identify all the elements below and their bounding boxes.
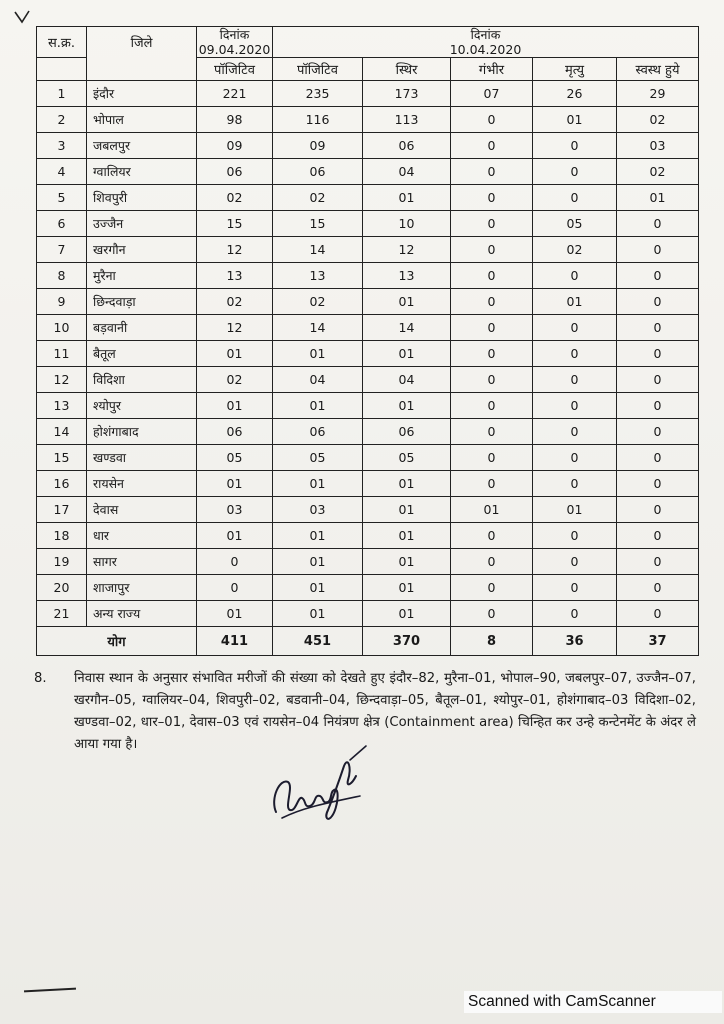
positive-2-cell: 03 [273,497,363,523]
serious-cell: 0 [451,237,533,263]
recovered-cell: 0 [617,315,699,341]
positive-2-cell: 04 [273,367,363,393]
positive-1-cell: 02 [197,367,273,393]
positive-1-cell: 03 [197,497,273,523]
positive-1-cell: 0 [197,575,273,601]
serial-cell: 6 [37,211,87,237]
note-text: निवास स्थान के अनुसार संभावित मरीजों की संख्या को देखते हुए इंदौर–82, मुरैना–01, भोपाल–90, जबलपुर–07, उज्जैन–07, खरगौन–05, ग्वालियर–04, शिवपुरी–02, बडवानी–04, छिन्दवाड़ा–05, बैतूल–01, श्योपुर–01, होशंगाबाद–03 विदिशा–02, खण्डवा–02, धार–01, देवास–03 एवं रायसेन–04 नियंत्रण क्षेत्र (Containment area) चिन्हित कर उन्हे कन्टेनमेंट के अंदर ले आया गया है। [74,671,696,752]
header-recovered: स्वस्थ हुये [617,58,699,81]
positive-2-cell: 01 [273,575,363,601]
header-date-value-2: 10.04.2020 [449,42,522,57]
recovered-cell: 0 [617,237,699,263]
district-cell: सागर [87,549,197,575]
positive-2-cell: 14 [273,315,363,341]
table-row [37,211,699,237]
serious-cell: 0 [451,367,533,393]
death-cell: 01 [533,289,617,315]
positive-2-cell: 116 [273,107,363,133]
header-serial-blank [37,58,87,81]
serious-cell: 0 [451,575,533,601]
serious-cell: 0 [451,211,533,237]
stable-cell: 01 [363,549,451,575]
serious-cell: 0 [451,133,533,159]
death-cell: 0 [533,549,617,575]
stable-cell: 01 [363,575,451,601]
handwritten-signature-icon [262,738,372,828]
table-row [37,107,699,133]
death-cell: 0 [533,445,617,471]
serious-cell: 0 [451,471,533,497]
serious-cell: 0 [451,159,533,185]
stable-cell: 06 [363,419,451,445]
total-label: योग [37,627,197,656]
district-cell: खण्डवा [87,445,197,471]
district-cell: उज्जैन [87,211,197,237]
death-cell: 0 [533,159,617,185]
header-stable: स्थिर [363,58,451,81]
recovered-cell: 0 [617,393,699,419]
positive-2-cell: 09 [273,133,363,159]
recovered-cell: 02 [617,159,699,185]
positive-2-cell: 01 [273,341,363,367]
stable-cell: 01 [363,185,451,211]
death-cell: 01 [533,107,617,133]
positive-1-cell: 12 [197,315,273,341]
positive-1-cell: 06 [197,419,273,445]
recovered-cell: 0 [617,419,699,445]
header-serious: गंभीर [451,58,533,81]
recovered-cell: 29 [617,81,699,107]
serious-cell: 0 [451,419,533,445]
total-row [37,627,699,656]
serial-cell: 3 [37,133,87,159]
recovered-cell: 02 [617,107,699,133]
district-cell: शिवपुरी [87,185,197,211]
stable-cell: 01 [363,523,451,549]
district-cell: छिन्दवाड़ा [87,289,197,315]
recovered-cell: 0 [617,601,699,627]
stable-cell: 01 [363,289,451,315]
serious-cell: 0 [451,523,533,549]
death-cell: 0 [533,523,617,549]
positive-2-cell: 01 [273,523,363,549]
death-cell: 0 [533,471,617,497]
serious-cell: 0 [451,549,533,575]
table-row [37,575,699,601]
table-row [37,523,699,549]
serial-cell: 9 [37,289,87,315]
table-body [37,81,699,627]
death-cell: 0 [533,367,617,393]
positive-1-cell: 02 [197,289,273,315]
total-stable: 370 [363,627,451,656]
positive-2-cell: 14 [273,237,363,263]
stable-cell: 04 [363,159,451,185]
death-cell: 02 [533,237,617,263]
positive-2-cell: 235 [273,81,363,107]
positive-1-cell: 01 [197,471,273,497]
header-positive-1: पॉजिटिव [197,58,273,81]
serial-cell: 16 [37,471,87,497]
death-cell: 0 [533,315,617,341]
table-row [37,81,699,107]
serious-cell: 0 [451,445,533,471]
district-cell: बड़वानी [87,315,197,341]
recovered-cell: 0 [617,211,699,237]
recovered-cell: 0 [617,341,699,367]
positive-2-cell: 01 [273,471,363,497]
table-row [37,549,699,575]
death-cell: 0 [533,133,617,159]
serial-cell: 12 [37,367,87,393]
table-row [37,289,699,315]
recovered-cell: 0 [617,263,699,289]
serial-cell: 21 [37,601,87,627]
stable-cell: 01 [363,393,451,419]
stable-cell: 06 [363,133,451,159]
header-date-value-1: 09.04.2020 [198,42,271,57]
header-date-2 [273,27,699,58]
stable-cell: 14 [363,315,451,341]
table-row [37,341,699,367]
recovered-cell: 0 [617,289,699,315]
recovered-cell: 03 [617,133,699,159]
district-cell: श्योपुर [87,393,197,419]
total-positive-1: 411 [197,627,273,656]
district-cell: देवास [87,497,197,523]
header-serial: स.क्र. [37,27,87,58]
table-row [37,393,699,419]
positive-1-cell: 05 [197,445,273,471]
stable-cell: 01 [363,601,451,627]
serial-cell: 17 [37,497,87,523]
positive-1-cell: 0 [197,549,273,575]
table-row [37,185,699,211]
serial-cell: 20 [37,575,87,601]
positive-1-cell: 02 [197,185,273,211]
serial-cell: 10 [37,315,87,341]
positive-1-cell: 06 [197,159,273,185]
margin-stroke [24,988,76,993]
table-row [37,419,699,445]
district-cell: अन्य राज्य [87,601,197,627]
district-cell: होशंगाबाद [87,419,197,445]
header-date-1 [197,27,273,58]
serial-cell: 14 [37,419,87,445]
death-cell: 26 [533,81,617,107]
stable-cell: 01 [363,471,451,497]
stable-cell: 12 [363,237,451,263]
serial-cell: 18 [37,523,87,549]
positive-2-cell: 02 [273,185,363,211]
death-cell: 0 [533,419,617,445]
recovered-cell: 0 [617,575,699,601]
positive-2-cell: 05 [273,445,363,471]
stable-cell: 01 [363,341,451,367]
serial-cell: 8 [37,263,87,289]
positive-1-cell: 15 [197,211,273,237]
serial-cell: 7 [37,237,87,263]
header-positive-2: पॉजिटिव [273,58,363,81]
table-row [37,497,699,523]
death-cell: 0 [533,185,617,211]
district-cell: धार [87,523,197,549]
serious-cell: 0 [451,341,533,367]
district-cell: मुरैना [87,263,197,289]
death-cell: 0 [533,601,617,627]
death-cell: 0 [533,263,617,289]
district-cell: रायसेन [87,471,197,497]
total-positive-2: 451 [273,627,363,656]
serious-cell: 01 [451,497,533,523]
district-cell: बैतूल [87,341,197,367]
positive-1-cell: 13 [197,263,273,289]
district-cell: विदिशा [87,367,197,393]
table-row [37,471,699,497]
serious-cell: 0 [451,393,533,419]
positive-2-cell: 15 [273,211,363,237]
serious-cell: 0 [451,601,533,627]
serial-cell: 2 [37,107,87,133]
positive-1-cell: 01 [197,393,273,419]
recovered-cell: 0 [617,497,699,523]
total-death: 36 [533,627,617,656]
note-number: 8. [34,671,47,686]
serious-cell: 0 [451,263,533,289]
recovered-cell: 0 [617,445,699,471]
table-row [37,445,699,471]
positive-1-cell: 09 [197,133,273,159]
recovered-cell: 0 [617,523,699,549]
serial-cell: 13 [37,393,87,419]
table-row [37,237,699,263]
death-cell: 05 [533,211,617,237]
stable-cell: 04 [363,367,451,393]
table-row [37,159,699,185]
death-cell: 0 [533,393,617,419]
recovered-cell: 0 [617,367,699,393]
serial-cell: 4 [37,159,87,185]
serious-cell: 0 [451,107,533,133]
serial-cell: 15 [37,445,87,471]
stable-cell: 05 [363,445,451,471]
positive-2-cell: 06 [273,159,363,185]
serial-cell: 19 [37,549,87,575]
stable-cell: 13 [363,263,451,289]
serious-cell: 07 [451,81,533,107]
positive-2-cell: 02 [273,289,363,315]
serious-cell: 0 [451,289,533,315]
serial-cell: 1 [37,81,87,107]
death-cell: 0 [533,341,617,367]
serial-cell: 5 [37,185,87,211]
header-date-label-1: दिनांक [219,27,250,42]
death-cell: 0 [533,575,617,601]
table-row [37,263,699,289]
positive-1-cell: 01 [197,341,273,367]
recovered-cell: 01 [617,185,699,211]
district-cell: शाजापुर [87,575,197,601]
camscanner-watermark: Scanned with CamScanner [464,991,722,1013]
district-cell: ग्वालियर [87,159,197,185]
recovered-cell: 0 [617,471,699,497]
positive-2-cell: 01 [273,393,363,419]
stable-cell: 01 [363,497,451,523]
covid-district-table [36,26,699,656]
positive-2-cell: 13 [273,263,363,289]
positive-1-cell: 12 [197,237,273,263]
stable-cell: 10 [363,211,451,237]
table-row [37,601,699,627]
total-serious: 8 [451,627,533,656]
district-cell: खरगौन [87,237,197,263]
table-row [37,315,699,341]
header-date-label-2: दिनांक [470,27,501,42]
positive-2-cell: 01 [273,601,363,627]
total-recovered: 37 [617,627,699,656]
district-cell: भोपाल [87,107,197,133]
district-cell: जबलपुर [87,133,197,159]
serial-cell: 11 [37,341,87,367]
stable-cell: 113 [363,107,451,133]
table-row [37,367,699,393]
positive-1-cell: 221 [197,81,273,107]
serious-cell: 0 [451,185,533,211]
stable-cell: 173 [363,81,451,107]
positive-1-cell: 01 [197,523,273,549]
recovered-cell: 0 [617,549,699,575]
header-district: जिले [87,27,197,81]
table-row [37,133,699,159]
positive-1-cell: 01 [197,601,273,627]
death-cell: 01 [533,497,617,523]
positive-2-cell: 01 [273,549,363,575]
positive-2-cell: 06 [273,419,363,445]
header-death: मृत्यु [533,58,617,81]
corner-tick-icon [14,10,30,24]
positive-1-cell: 98 [197,107,273,133]
district-cell: इंदौर [87,81,197,107]
serious-cell: 0 [451,315,533,341]
